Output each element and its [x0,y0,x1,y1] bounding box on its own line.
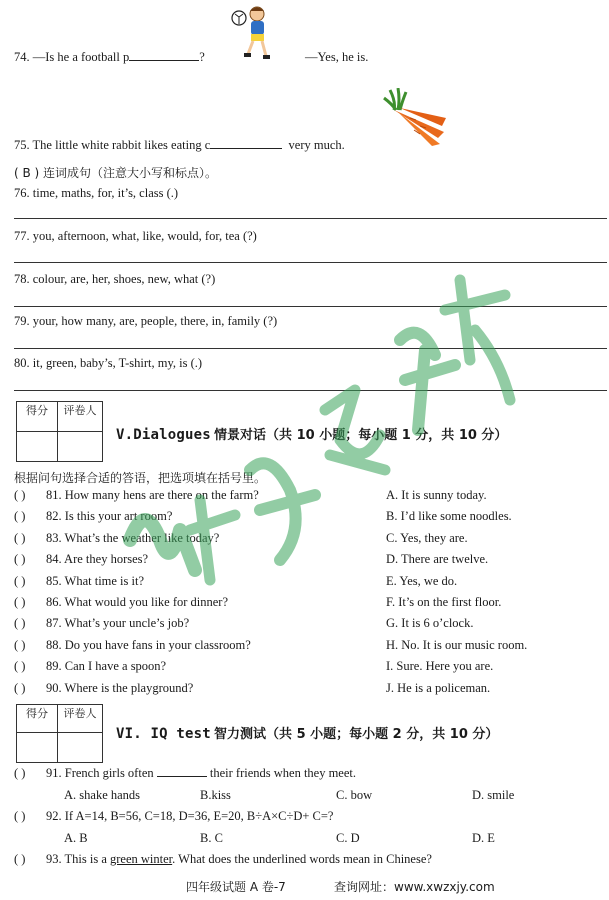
score-box [16,401,103,462]
answer-bracket[interactable]: ( ) [14,681,26,695]
score-label: 得分 [17,402,58,432]
score-cell[interactable] [17,733,58,763]
footer-paper-label: 四年级试题 A 卷-7 [186,880,286,894]
question-number: 74. [14,50,30,64]
question-75 [14,138,345,153]
answer-blank[interactable] [157,776,207,777]
question-number: 75. [14,138,30,152]
section-b-heading: ( B ) 连词成句（注意大小写和标点）。 [14,166,218,180]
answer-bracket[interactable]: ( ) [14,766,26,780]
question-text: —Is he a football p [32,50,130,64]
answer-bracket[interactable]: ( ) [14,616,26,630]
underlined-phrase: green winter [110,852,173,866]
question-74-reply: —Yes, he is. [305,50,369,64]
option-d[interactable]: D. smile [472,788,515,802]
score-cell[interactable] [17,432,58,462]
question-74 [14,50,205,65]
question-92: ( ) 92. If A=14, B=56, C=18, D=36, E=20, B÷A×C÷D+ C=? [14,809,334,823]
sentence-76: 76. time, maths, for, it’s, class (.) [14,186,179,200]
option-b[interactable]: B. C [200,831,223,845]
watermark-calligraphy [100,240,520,610]
answer-bracket[interactable]: ( ) [14,809,26,823]
section-5-instruction: 根据问句选择合适的答语，把选项填在括号里。 [14,471,267,485]
score-label: 得分 [17,705,58,733]
football-player-icon [230,4,274,62]
answer-bracket[interactable]: ( ) [14,659,26,673]
dialogue-row: ( ) 87. What’s your uncle’s job? G. It is 6 o’clock. [14,616,474,630]
answer-bracket[interactable]: ( ) [14,595,26,609]
dialogue-row: ( ) 81. How many hens are there on the farm? A. It is sunny today. [14,488,487,502]
question-93: ( ) 93. This is a green winter. What does the underlined words mean in Chinese? [14,852,432,866]
option-c[interactable]: C. D [336,831,360,845]
answer-bracket[interactable]: ( ) [14,509,26,523]
answer-blank[interactable] [210,148,282,149]
dialogue-row: ( ) 89. Can I have a spoon? I. Sure. Here you are. [14,659,494,673]
question-mark: ? [199,50,205,64]
score-box [16,704,103,763]
answer-bracket[interactable]: ( ) [14,574,26,588]
section-5-title: V.Dialogues 情景对话（共 10 小题；每小题 1 分，共 10 分） [116,427,508,443]
dialogue-row: ( ) 83. What’s the weather like today? C. Yes, they are. [14,531,468,545]
option-c[interactable]: C. bow [336,788,373,802]
dialogue-row: ( ) 86. What would you like for dinner? F. It’s on the first floor. [14,595,502,609]
dialogue-row: ( ) 88. Do you have fans in your classroom? H. No. It is our music room. [14,638,528,652]
sentence-78: 78. colour, are, her, shoes, new, what (?) [14,272,216,286]
answer-bracket[interactable]: ( ) [14,552,26,566]
dialogue-row: ( ) 82. Is this your art room? B. I’d like some noodles. [14,509,512,523]
answer-line[interactable] [14,218,607,219]
footer-site: 查询网址：www.xwzxjy.com [334,880,495,894]
question-text: The little white rabbit likes eating c [32,138,211,152]
dialogue-row: ( ) 90. Where is the playground? J. He is a policeman. [14,681,491,695]
sentence-77: 77. you, afternoon, what, like, would, for, tea (?) [14,229,257,243]
dialogue-row: ( ) 84. Are they horses? D. There are twelve. [14,552,489,566]
sentence-79: 79. your, how many, are, people, there, in, family (?) [14,314,278,328]
answer-blank[interactable] [129,60,199,61]
sentence-80: 80. it, green, baby’s, T-shirt, my, is (.) [14,356,203,370]
grader-cell[interactable] [58,733,103,763]
answer-bracket[interactable]: ( ) [14,488,26,502]
answer-bracket[interactable]: ( ) [14,852,26,866]
question-91: ( ) 91. French girls often their friends when they meet. [14,766,357,780]
question-tail: very much. [288,138,345,152]
grader-label: 评卷人 [58,402,103,432]
option-b[interactable]: B.kiss [200,788,231,802]
answer-bracket[interactable]: ( ) [14,638,26,652]
grader-cell[interactable] [58,432,103,462]
section-6-title: VI. IQ test 智力测试（共 5 小题；每小题 2 分，共 10 分） [116,726,499,742]
answer-bracket[interactable]: ( ) [14,531,26,545]
dialogue-row: ( ) 85. What time is it? E. Yes, we do. [14,574,458,588]
option-a[interactable]: A. B [64,831,88,845]
grader-label: 评卷人 [58,705,103,733]
option-d[interactable]: D. E [472,831,495,845]
carrots-icon [380,88,450,148]
option-a[interactable]: A. shake hands [64,788,141,802]
